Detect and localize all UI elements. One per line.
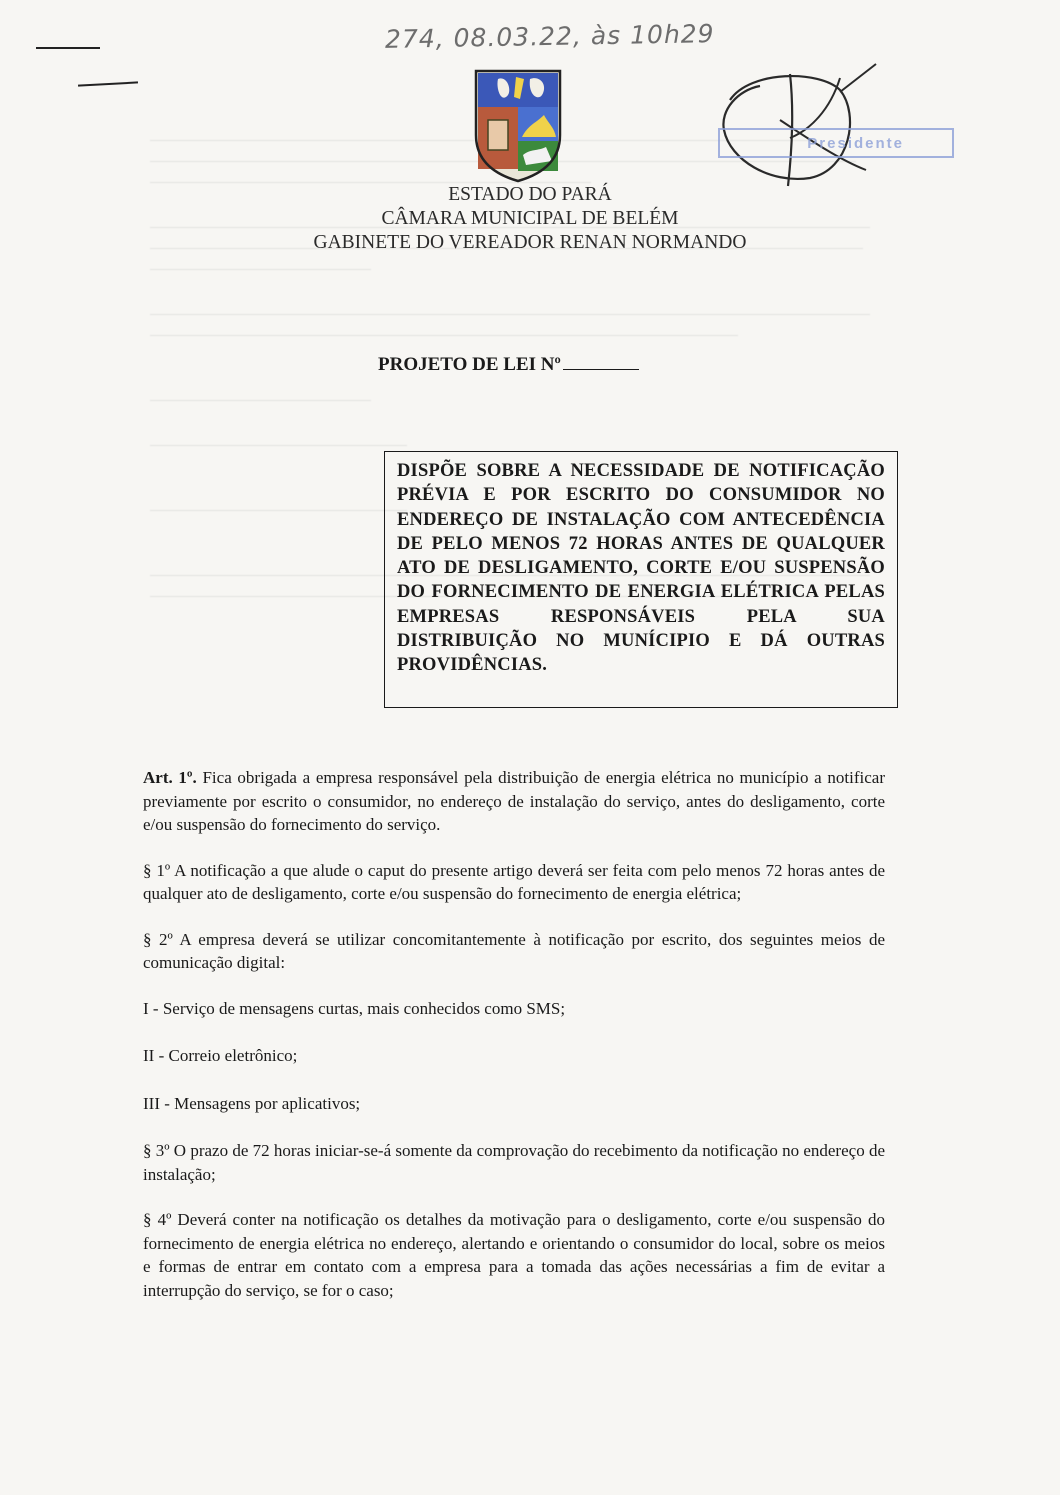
ementa-text: DISPÕE SOBRE A NECESSIDADE DE NOTIFICAÇÃO PRÉVIA E POR ESCRITO DO CONSUMIDOR NO ENDEREÇO DE INSTALAÇÃO COM ANTECEDÊNCIA DE PELO MENOS 72 HORAS ANTES DE QUALQUER ATO DE DESLIGAMENTO, CORTE E/OU SUSPENSÃO DO FORNECIMENTO DE ENERGIA ELÉTRICA PELAS EMPRESAS RESPONSÁVEIS PELA SUA DISTRIBUIÇÃO NO MUNÍCIPIO E DÁ OUTRAS PROVIDÊNCIAS. [397, 461, 885, 676]
pen-mark-2 [78, 81, 138, 86]
article-1-text: Fica obrigada a empresa responsável pela distribuição de energia elétrica no município a notificar previamente por escrito o consumidor, no endereço de instalação do serviço, antes do desligamento, corte e/ou suspensão do fornecimento do serviço. [143, 768, 885, 834]
bill-body [143, 766, 885, 1324]
bill-number-blank [563, 355, 639, 370]
item-iii: III - Mensagens por aplicativos; [143, 1093, 361, 1113]
header-cabinet: GABINETE DO VEREADOR RENAN NORMANDO [313, 232, 747, 253]
bill-title-text: PROJETO DE LEI Nº [378, 354, 561, 375]
coat-of-arms-icon [468, 65, 568, 183]
article-1 [143, 766, 885, 837]
paragraph-1: § 1º A notificação a que alude o caput do presente artigo deverá ser feita com pelo menos 72 horas antes de qualquer ato de desligamento, corte e/ou suspensão do fornecimento de energia elétrica; [143, 860, 885, 903]
handwritten-protocol-note: 274, 08.03.22, às 10h29 [384, 19, 715, 54]
bill-title [378, 354, 639, 376]
article-1-label: Art. 1º. [143, 768, 197, 787]
president-stamp: Presidente [718, 128, 954, 158]
header-chamber: CÂMARA MUNICIPAL DE BELÉM [381, 208, 679, 229]
header-state: ESTADO DO PARÁ [448, 184, 612, 205]
paragraph-3: § 3º O prazo de 72 horas iniciar-se-á somente da comprovação do recebimento da notificação no endereço de instalação; [143, 1141, 885, 1184]
pen-mark-1 [36, 47, 100, 49]
item-i: I - Serviço de mensagens curtas, mais conhecidos como SMS; [143, 998, 566, 1018]
paragraph-4: § 4º Deverá conter na notificação os detalhes da motivação para o desligamento, corte e/ou suspensão do fornecimento de energia elétrica no endereço, alertando e orientando o consumidor do local, sobre os meios e formas de entrar em contato com a empresa para a tomada das ações necessárias a fim de evitar a interrupção do serviço, se for o caso; [143, 1210, 885, 1300]
ementa-box [384, 451, 898, 708]
item-ii: II - Correio eletrônico; [143, 1046, 298, 1065]
paragraph-2: § 2º A empresa deverá se utilizar concomitantemente à notificação por escrito, dos seguintes meios de comunicação digital: [143, 929, 885, 972]
signature-mark [690, 60, 930, 190]
